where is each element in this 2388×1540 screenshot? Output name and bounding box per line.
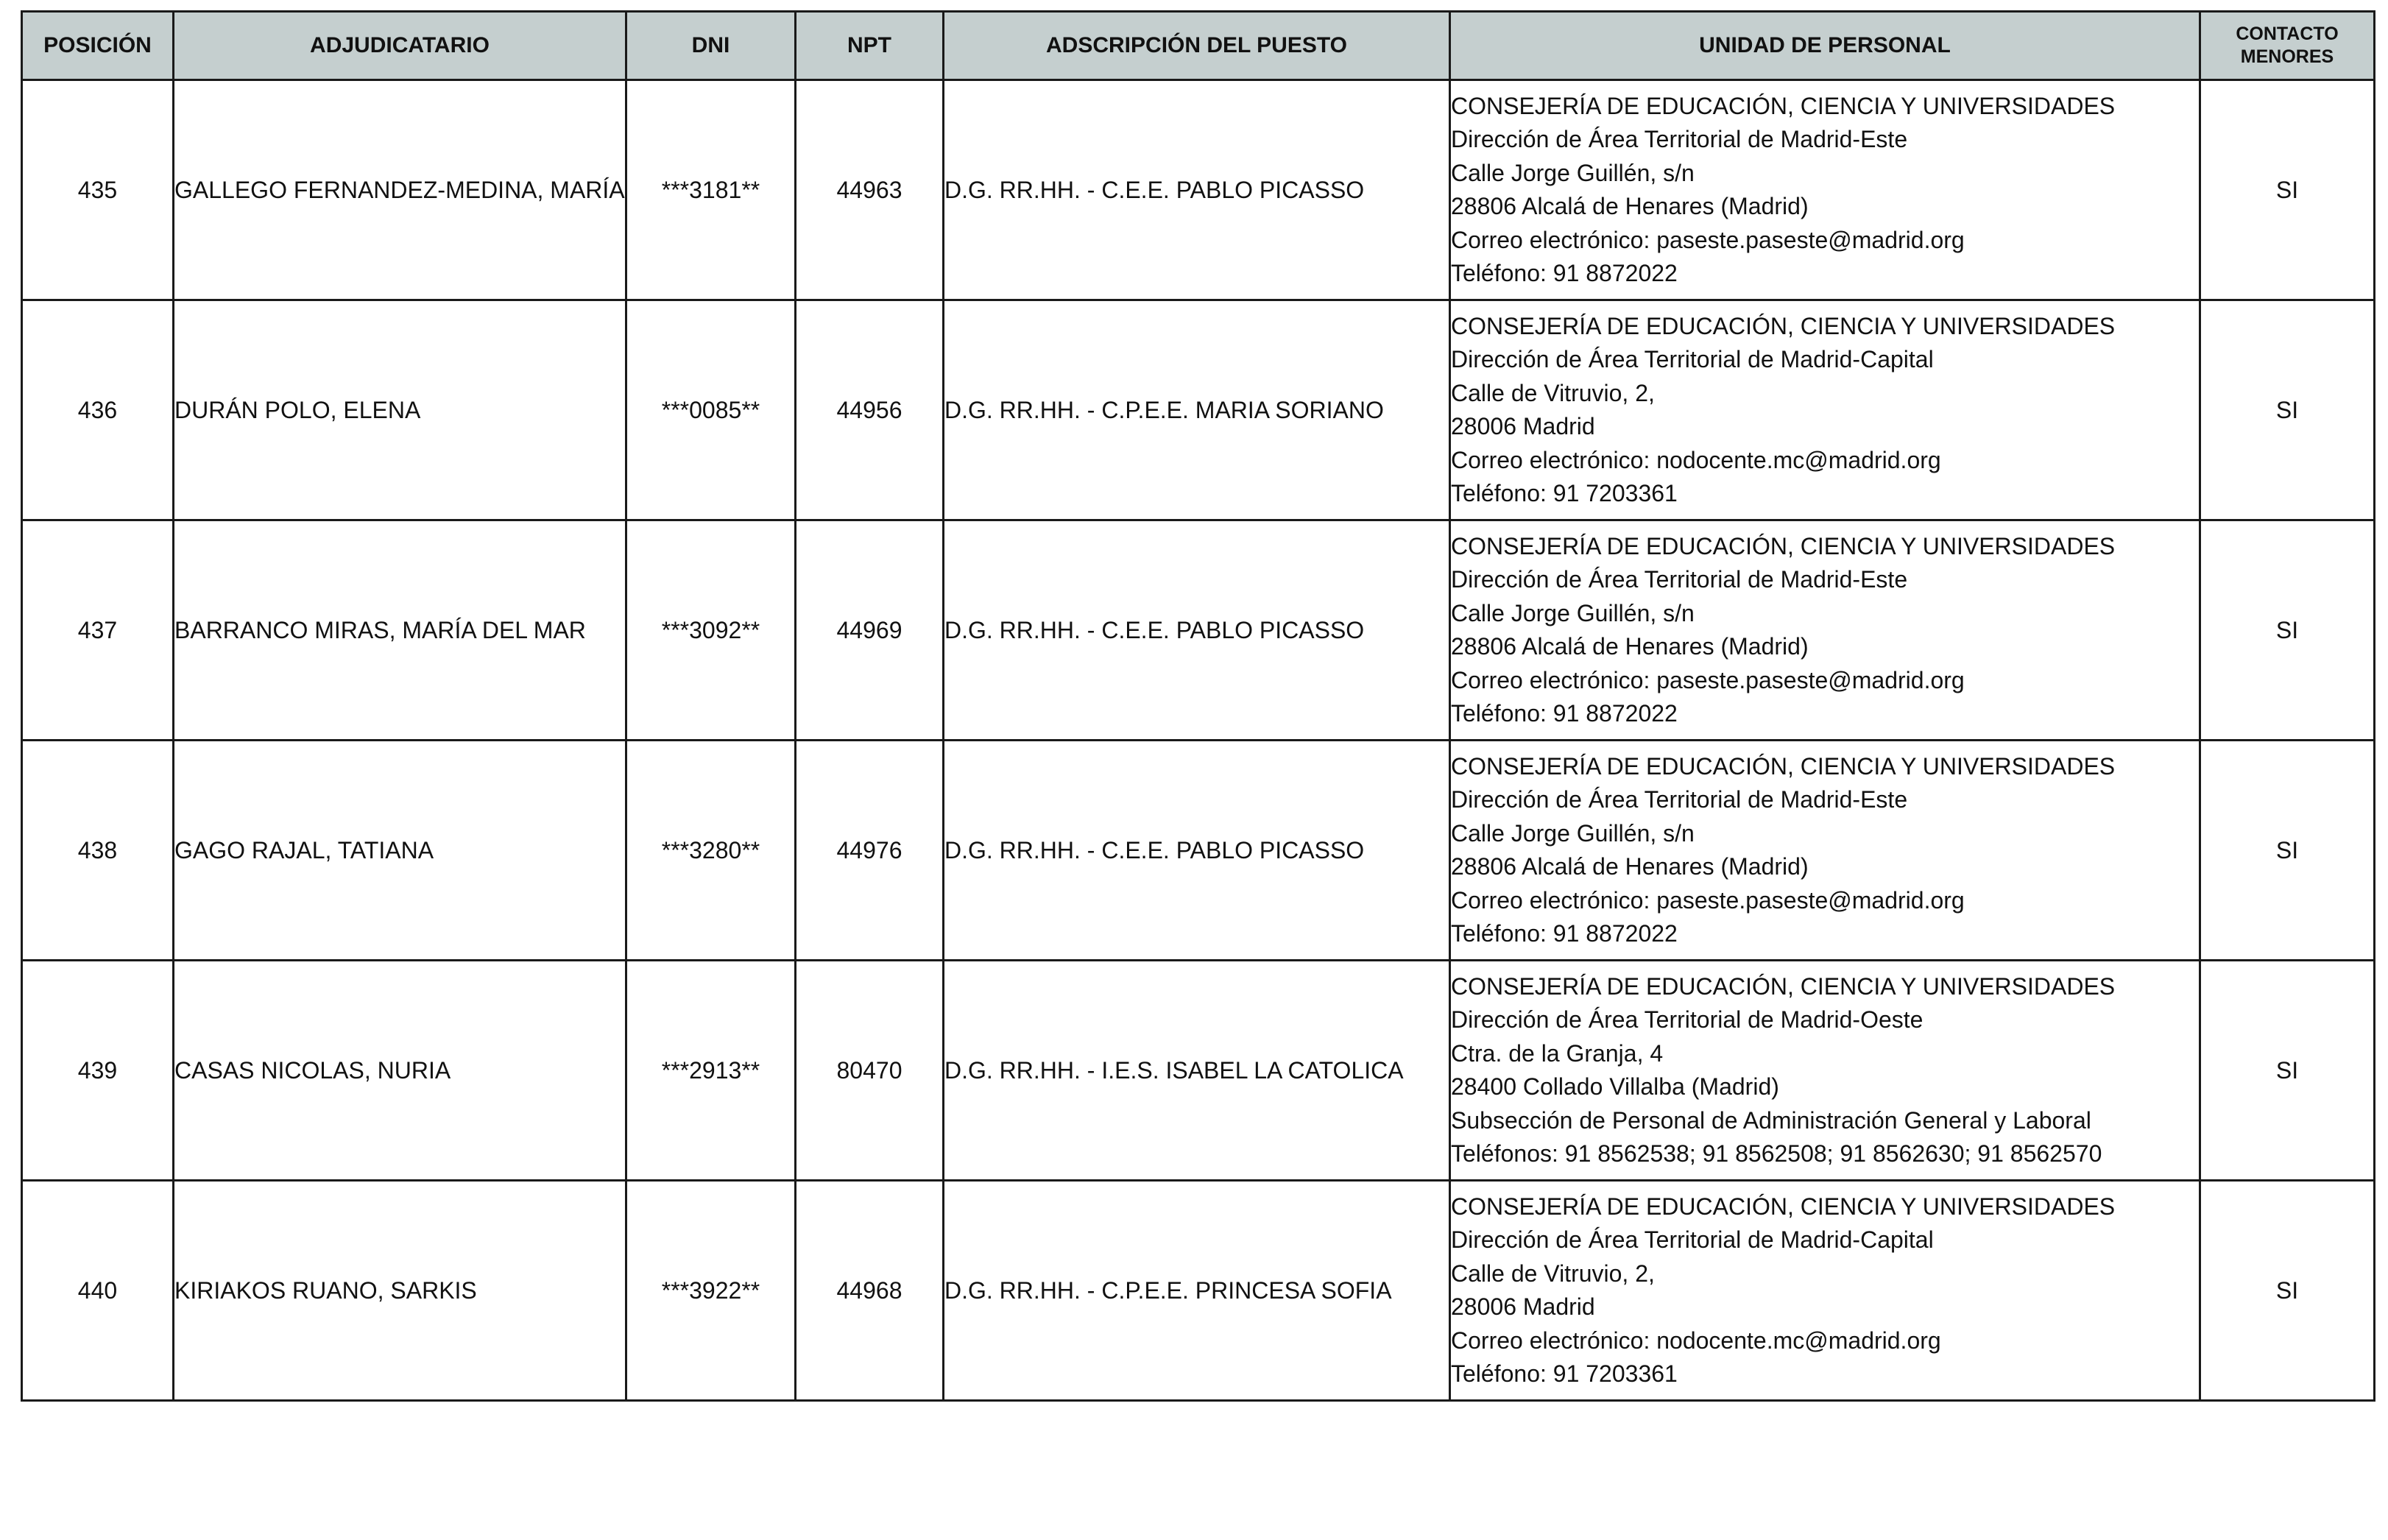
cell-post-assignment: D.G. RR.HH. - C.E.E. PABLO PICASSO <box>944 741 1450 961</box>
unit-department: CONSEJERÍA DE EDUCACIÓN, CIENCIA Y UNIVERSIDADES <box>1451 972 2116 1000</box>
cell-contact-minors: SI <box>2200 300 2375 520</box>
cell-dni: ***3922** <box>626 1181 796 1401</box>
header-row <box>22 12 2375 80</box>
cell-post-assignment: D.G. RR.HH. - C.E.E. PABLO PICASSO <box>944 520 1450 741</box>
cell-contact-minors: SI <box>2200 741 2375 961</box>
cell-npt: 44968 <box>796 1181 944 1401</box>
unit-directorate: Dirección de Área Territorial de Madrid-Capital <box>1451 346 1934 372</box>
unit-department: CONSEJERÍA DE EDUCACIÓN, CIENCIA Y UNIVERSIDADES <box>1451 1193 2116 1220</box>
cell-dni: ***3092** <box>626 520 796 741</box>
cell-dni: ***3181** <box>626 80 796 300</box>
header-personnel-unit: UNIDAD DE PERSONAL <box>1450 12 2200 80</box>
table-row <box>22 80 2375 300</box>
cell-post-assignment: D.G. RR.HH. - C.E.E. PABLO PICASSO <box>944 80 1450 300</box>
cell-personnel-unit <box>1450 741 2200 961</box>
unit-city: 28806 Alcalá de Henares (Madrid) <box>1451 193 1809 219</box>
cell-contact-minors: SI <box>2200 80 2375 300</box>
unit-street: Calle Jorge Guillén, s/n <box>1451 159 1695 186</box>
unit-contact-line: Correo electrónico: nodocente.mc@madrid.org <box>1451 446 1941 473</box>
unit-city: 28006 Madrid <box>1451 413 1595 439</box>
cell-awardee <box>174 300 626 520</box>
unit-city: 28400 Collado Villalba (Madrid) <box>1451 1073 1779 1100</box>
unit-directorate: Dirección de Área Territorial de Madrid-Este <box>1451 566 1908 593</box>
cell-position: 439 <box>22 961 174 1181</box>
unit-directorate: Dirección de Área Territorial de Madrid-Capital <box>1451 1226 1934 1253</box>
unit-contact-line: Subsección de Personal de Administración General y Laboral <box>1451 1106 2091 1134</box>
cell-npt: 44956 <box>796 300 944 520</box>
cell-dni: ***3280** <box>626 741 796 961</box>
unit-contact-line: Correo electrónico: paseste.paseste@madrid.org <box>1451 666 1965 693</box>
cell-dni: ***0085** <box>626 300 796 520</box>
unit-phone: Teléfono: 91 7203361 <box>1451 1360 1678 1387</box>
cell-post-assignment: D.G. RR.HH. - I.E.S. ISABEL LA CATOLICA <box>944 961 1450 1181</box>
unit-phone: Teléfonos: 91 8562538; 91 8562508; 91 8562630; 91 8562570 <box>1451 1140 2102 1167</box>
table-body <box>22 80 2375 1401</box>
unit-phone: Teléfono: 91 8872022 <box>1451 700 1678 727</box>
cell-contact-minors: SI <box>2200 961 2375 1181</box>
unit-contact-line: Correo electrónico: nodocente.mc@madrid.org <box>1451 1327 1941 1354</box>
cell-dni: ***2913** <box>626 961 796 1181</box>
unit-directorate: Dirección de Área Territorial de Madrid-Este <box>1451 786 1908 813</box>
cell-awardee <box>174 520 626 741</box>
header-position: POSICIÓN <box>22 12 174 80</box>
cell-awardee <box>174 1181 626 1401</box>
unit-city: 28006 Madrid <box>1451 1293 1595 1320</box>
awardee-name: BARRANCO MIRAS, MARÍA DEL MAR <box>174 616 586 643</box>
cell-personnel-unit <box>1450 1181 2200 1401</box>
awardee-name: GAGO RAJAL, TATIANA <box>174 836 434 863</box>
table-row <box>22 300 2375 520</box>
cell-npt: 80470 <box>796 961 944 1181</box>
header-dni: DNI <box>626 12 796 80</box>
cell-npt: 44963 <box>796 80 944 300</box>
header-post-assignment: ADSCRIPCIÓN DEL PUESTO <box>944 12 1450 80</box>
header-contact-minors <box>2200 12 2375 80</box>
cell-contact-minors: SI <box>2200 1181 2375 1401</box>
cell-position: 436 <box>22 300 174 520</box>
unit-street: Calle Jorge Guillén, s/n <box>1451 819 1695 847</box>
unit-city: 28806 Alcalá de Henares (Madrid) <box>1451 853 1809 880</box>
awardee-name: KIRIAKOS RUANO, SARKIS <box>174 1276 477 1304</box>
header-contact-minors-line2: MENORES <box>2240 46 2334 67</box>
assignments-table <box>21 10 2375 1402</box>
unit-directorate: Dirección de Área Territorial de Madrid-Este <box>1451 126 1908 152</box>
unit-phone: Teléfono: 91 7203361 <box>1451 480 1678 506</box>
table-header <box>22 12 2375 80</box>
unit-phone: Teléfono: 91 8872022 <box>1451 260 1678 286</box>
awardee-name: CASAS NICOLAS, NURIA <box>174 1056 451 1084</box>
cell-awardee <box>174 80 626 300</box>
table-row <box>22 520 2375 741</box>
cell-personnel-unit <box>1450 520 2200 741</box>
header-npt: NPT <box>796 12 944 80</box>
unit-department: CONSEJERÍA DE EDUCACIÓN, CIENCIA Y UNIVERSIDADES <box>1451 312 2116 339</box>
cell-position: 438 <box>22 741 174 961</box>
unit-contact-line: Correo electrónico: paseste.paseste@madrid.org <box>1451 886 1965 914</box>
cell-position: 437 <box>22 520 174 741</box>
cell-npt: 44976 <box>796 741 944 961</box>
unit-street: Calle Jorge Guillén, s/n <box>1451 599 1695 626</box>
unit-street: Calle de Vitruvio, 2, <box>1451 1260 1655 1287</box>
cell-contact-minors: SI <box>2200 520 2375 741</box>
cell-position: 435 <box>22 80 174 300</box>
table-row <box>22 1181 2375 1401</box>
unit-phone: Teléfono: 91 8872022 <box>1451 920 1678 947</box>
cell-npt: 44969 <box>796 520 944 741</box>
cell-post-assignment: D.G. RR.HH. - C.P.E.E. MARIA SORIANO <box>944 300 1450 520</box>
unit-street: Ctra. de la Granja, 4 <box>1451 1039 1664 1067</box>
cell-position: 440 <box>22 1181 174 1401</box>
cell-personnel-unit <box>1450 80 2200 300</box>
unit-city: 28806 Alcalá de Henares (Madrid) <box>1451 633 1809 660</box>
awardee-name: GALLEGO FERNANDEZ-MEDINA, MARÍA <box>174 176 625 203</box>
unit-contact-line: Correo electrónico: paseste.paseste@madrid.org <box>1451 226 1965 253</box>
awardee-name: DURÁN POLO, ELENA <box>174 396 421 423</box>
unit-department: CONSEJERÍA DE EDUCACIÓN, CIENCIA Y UNIVERSIDADES <box>1451 92 2116 119</box>
unit-department: CONSEJERÍA DE EDUCACIÓN, CIENCIA Y UNIVERSIDADES <box>1451 752 2116 780</box>
cell-personnel-unit <box>1450 961 2200 1181</box>
cell-personnel-unit <box>1450 300 2200 520</box>
cell-awardee <box>174 741 626 961</box>
cell-post-assignment: D.G. RR.HH. - C.P.E.E. PRINCESA SOFIA <box>944 1181 1450 1401</box>
unit-directorate: Dirección de Área Territorial de Madrid-Oeste <box>1451 1006 1924 1033</box>
header-contact-minors-line1: CONTACTO <box>2236 23 2339 44</box>
unit-department: CONSEJERÍA DE EDUCACIÓN, CIENCIA Y UNIVERSIDADES <box>1451 532 2116 559</box>
unit-street: Calle de Vitruvio, 2, <box>1451 379 1655 406</box>
table-row <box>22 741 2375 961</box>
header-awardee: ADJUDICATARIO <box>174 12 626 80</box>
cell-awardee <box>174 961 626 1181</box>
table-row <box>22 961 2375 1181</box>
